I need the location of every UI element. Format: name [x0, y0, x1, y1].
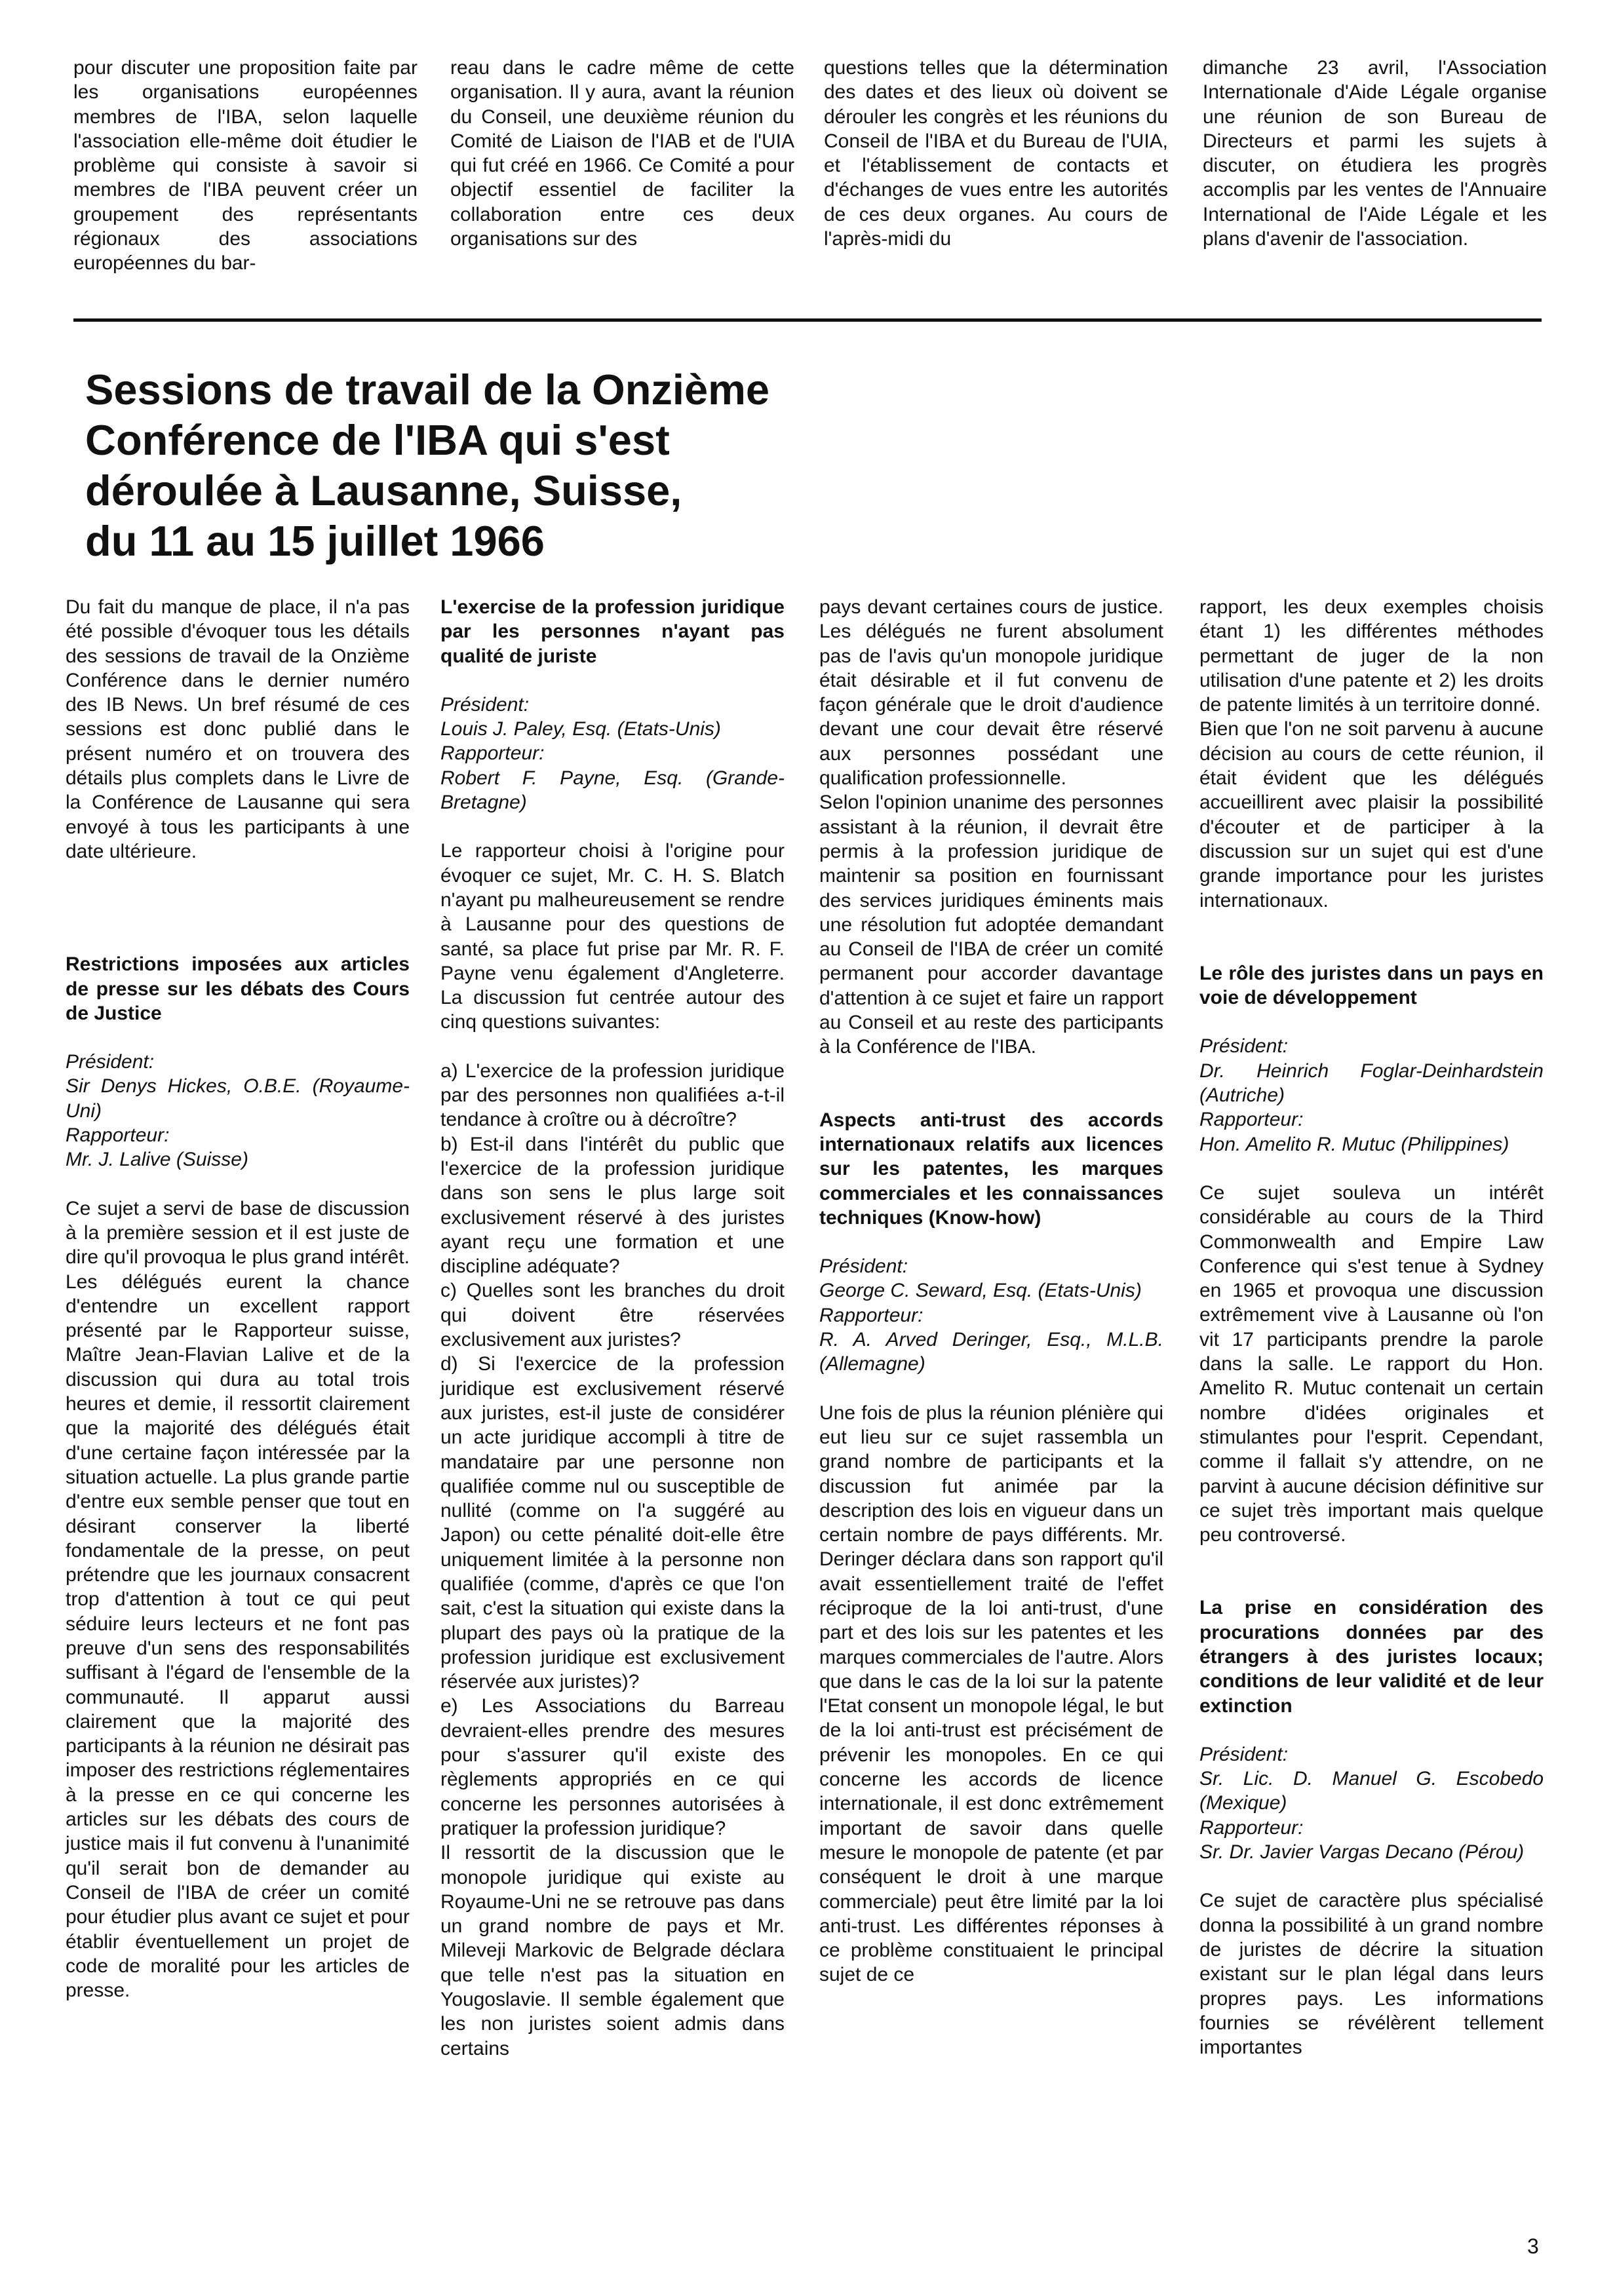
president-name: Sir Denys Hickes, O.B.E. (Royaume-Uni) — [66, 1075, 410, 1122]
paragraph: Ce sujet souleva un intérêt considérable au cours de la Third Commonwealth and Empire Law Conference qui s'est tenue à Sydney en 1965 et provoqua une discussion extrêmement vive à Lausanne où l'on vit 17 participants prendre la parole dans la salle. Le rapport du Hon. Amelito R. Mutuc contenait un certain nombre d'idées originales et stimulantes pour l'esprit. Cependant, comme il fallait s'y attendre, on ne parvint à aucune décision définitive sur ce sujet très important mais quelque peu controversé. — [1199, 1181, 1544, 1546]
rapporteur-name: R. A. Arved Deringer, Esq., M.L.B. (Allemagne) — [819, 1329, 1163, 1375]
body-column-4 — [1199, 595, 1544, 2059]
question-item: e) Les Associations du Barreau devraient-elles prendre des mesures pour s'assurer qu'il existe des règlements appropriés en ce qui concerne les personnes autorisées à pratiquer la profession juridique? — [440, 1695, 785, 1839]
title-line: du 11 au 15 juillet 1966 — [85, 517, 545, 565]
president-label: Président: — [1199, 1035, 1289, 1058]
rapporteur-label: Rapporteur: — [819, 1304, 924, 1326]
title-line: déroulée à Lausanne, Suisse, — [85, 467, 682, 514]
paragraph: rapport, les deux exemples choisis étant 1) les différentes méthodes permettant de juger de la non utilisation d'une patente et 2) les droits de patente limités à un territoire donné. — [1199, 596, 1544, 716]
article-title — [85, 364, 872, 566]
title-line: Conférence de l'IBA qui s'est — [85, 416, 670, 464]
paragraph: dimanche 23 avril, l'Association Internationale d'Aide Légale organise une réunion de son Bureau de Directeurs et parmi les sujets à discuter, on étudiera les progrès accomplis par les ventes de l'Annuaire International de l'Aide Légale et les plans d'avenir de l'association. — [1203, 57, 1547, 250]
paragraph: Ce sujet a servi de base de discussion à la première session et il est juste de dire qu'il provoqua le plus grand intérêt. Les délégués eurent la chance d'entendre un excellent rapport présenté par le Rapporteur suisse, Maître Jean-Flavian Lalive et de la discussion qui dura au total trois heures et demie, il ressortit clairement que la majorité des délégués était d'une certaine façon intéressée par la situation actuelle. La plus grande partie d'entre eux semble penser que tout en désirant conserver la liberté fondamentale de la presse, on peut prétendre que les journaux consacrent trop d'attention à tout ce qui peut séduire leurs lecteurs et ne font pas preuve d'un sens des responsabilités suffisant à l'égard de l'ensemble de la communauté. Il apparut aussi clairement que la majorité des participants à la réunion ne désirait pas imposer des restrictions réglementaires à la presse en ce qui concerne les articles sur les débats des cours de justice mais il fut convenu à l'unanimité qu'il serait bon de demander au Conseil de l'IBA de créer un comité pour étudier plus avant ce sujet et pour établir éventuellement un projet de code de moralité pour les articles de presse. — [66, 1197, 410, 2002]
question-item: b) Est-il dans l'intérêt du public que l'exercice de la profession juridique dans son sens le plus large soit exclusivement réservé à des juristes ayant reçu une formation et une discipline adéquate? — [440, 1133, 785, 1278]
question-item: d) Si l'exercice de la profession juridique est exclusivement réservé aux juristes, est-il juste de considérer un acte juridique accompli à titre de mandataire par une personne non qualifiée comme nul ou susceptible de nullité (comme on l'a suggéré au Japon) ou cette pénalité doit-elle être uniquement limitée à la personne non qualifiée (comme, d'après ce que l'on sait, c'est la situation qui existe dans la plupart des pays où la pratique de la profession juridique est exclusivement réservée aux juristes)? — [440, 1353, 785, 1693]
paragraph: Ce sujet de caractère plus spécialisé donna la possibilité à un grand nombre de juristes de décrire la situation existant sur le plan légal dans leurs propres pays. Les informations fournies se révélèrent tellement importantes — [1199, 1890, 1544, 2059]
president-label: Président: — [440, 693, 530, 716]
president-label: Président: — [1199, 1743, 1289, 1765]
president-label: Président: — [66, 1051, 155, 1073]
paragraph: Bien que l'on ne soit parvenu à aucune décision au cours de cette réunion, il était évident que les délégués accueillirent avec plaisir la possibilité d'écouter et de participer à la discussion sur un sujet qui est d'une grande importance pour les juristes internationaux. — [1199, 718, 1544, 911]
paragraph: pour discuter une proposition faite par les organisations européennes membres de l'IBA, selon laquelle l'association elle-même doit étudier le problème qui consiste à savoir si membres de l'IBA peuvent créer un groupement des représentants régionaux des associations européennes du bar- — [73, 57, 418, 275]
paragraph: reau dans le cadre même de cette organisation. Il y aura, avant la réunion du Conseil, une deuxième réunion du Comité de Liaison de l'IAB et de l'UIA qui fut créé en 1966. Ce Comité a pour objectif essentiel de faciliter la collaboration entre ces deux organisations sur des — [450, 57, 794, 250]
paragraph: questions telles que la détermination des dates et des lieux où doivent se dérouler les congrès et les réunions du Conseil de l'IBA et du Bureau de l'UIA, et l'établissement de contacts et d'échanges de vues entre les autorités de ces deux organes. Au cours de l'après-midi du — [824, 57, 1168, 250]
president-name: Dr. Heinrich Foglar-Deinhardstein (Autriche) — [1199, 1060, 1544, 1107]
paragraph: Une fois de plus la réunion plénière qui eut lieu sur ce sujet rassembla un grand nombre de participants et la discussion fut animée par la description des lois en vigueur dans un certain nombre de pays différents. Mr. Deringer déclara dans son rapport qu'il avait essentiellement traité de l'effet réciproque de la loi anti-trust, d'une part et des lois sur les patentes et les marques commerciales de l'autre. Alors que dans le cas de la loi sur la patente l'Etat consent un monopole légal, le but de la loi anti-trust est précisément de prévenir les monopoles. En ce qui concerne les accords de licence internationale, il est donc extrêmement important de savoir dans quelle mesure le monopole de patente (et par conséquent le droit à une marque commerciale) peut être limité par la loi anti-trust. Les différentes réponses à ce problème constituaient le principal sujet de ce — [819, 1402, 1163, 1986]
president-name: Sr. Lic. D. Manuel G. Escobedo (Mexique) — [1199, 1768, 1544, 1814]
top-column-3 — [824, 56, 1168, 251]
question-item: a) L'exercice de la profession juridique par des personnes non qualifiées a-t-il tendance à croître ou à décroître? — [440, 1060, 785, 1131]
section-heading: La prise en considération des procurations données par des étrangers à des juristes locaux; conditions de leur validité et de leur extinction — [1199, 1597, 1544, 1717]
top-column-4 — [1203, 56, 1547, 251]
page-number: 3 — [1527, 2234, 1539, 2258]
paragraph: Il ressortit de la discussion que le monopole juridique qui existe au Royaume-Uni ne se retrouve pas dans un grand nombre de pays et Mr. Mileveji Markovic de Belgrade déclara que telle n'est pas la situation en Yougoslavie. Il semble également que les non juristes soient admis dans certains — [440, 1842, 785, 2059]
president-name: Louis J. Paley, Esq. (Etats-Unis) — [440, 718, 721, 740]
body-column-3 — [819, 595, 1163, 1987]
president-label: Président: — [819, 1255, 908, 1278]
top-column-1 — [73, 56, 418, 276]
top-column-2 — [450, 56, 794, 251]
rapporteur-label: Rapporteur: — [440, 742, 545, 765]
section-heading: Aspects anti-trust des accords internationaux relatifs aux licences sur les patentes, les marques commerciales et les connaissances techniques (Know-how) — [819, 1109, 1163, 1229]
section-heading: Le rôle des juristes dans un pays en voie de développement — [1199, 962, 1544, 1009]
body-column-1 — [66, 595, 410, 2002]
title-line: Sessions de travail de la Onzième — [85, 366, 770, 413]
section-heading: Restrictions imposées aux articles de presse sur les débats des Cours de Justice — [66, 953, 410, 1024]
rapporteur-name: Mr. J. Lalive (Suisse) — [66, 1149, 248, 1171]
section-heading: L'exercise de la profession juridique par les personnes n'ayant pas qualité de juriste — [440, 596, 785, 667]
rapporteur-name: Hon. Amelito R. Mutuc (Philippines) — [1199, 1133, 1509, 1155]
rapporteur-label: Rapporteur: — [1199, 1816, 1304, 1839]
section-divider — [73, 318, 1542, 322]
intro-paragraph: Du fait du manque de place, il n'a pas été possible d'évoquer tous les détails des sessions de travail de la Onzième Conférence dans le dernier numéro des IB News. Un bref résumé de ces sessions est donc publié dans le présent numéro et on trouvera des détails plus complets dans le Livre de la Conférence de Lausanne qui sera envoyé à tous les participants à une date ultérieure. — [66, 596, 410, 862]
rapporteur-name: Sr. Dr. Javier Vargas Decano (Pérou) — [1199, 1841, 1525, 1864]
body-column-2 — [440, 595, 785, 2061]
question-item: c) Quelles sont les branches du droit qui doivent être réservées exclusivement aux juristes? — [440, 1280, 785, 1351]
rapporteur-name: Robert F. Payne, Esq. (Grande-Bretagne) — [440, 767, 785, 814]
rapporteur-label: Rapporteur: — [66, 1124, 170, 1147]
rapporteur-label: Rapporteur: — [1199, 1109, 1304, 1131]
paragraph: Selon l'opinion unanime des personnes assistant à la réunion, il devrait être permis à la profession juridique de maintenir sa position en fournissant des services juridiques éminents mais une résolution fut adoptée demandant au Conseil de l'IBA de créer un comité permanent pour accorder davantage d'attention à ce sujet et faire un rapport au Conseil et au reste des participants à la Conférence de l'IBA. — [819, 792, 1163, 1058]
paragraph: pays devant certaines cours de justice. Les délégués ne furent absolument pas de l'avis qu'un monopole juridique était désirable et il fut convenu de façon générale que le droit d'audience devant une cour devait être réservé aux personnes possédant une qualification professionnelle. — [819, 596, 1163, 790]
president-name: George C. Seward, Esq. (Etats-Unis) — [819, 1280, 1142, 1302]
paragraph: Le rapporteur choisi à l'origine pour évoquer ce sujet, Mr. C. H. S. Blatch n'ayant pu malheureusement se rendre à Lausanne pour des questions de santé, sa place fut prise par Mr. R. F. Payne venu également d'Angleterre. La discussion fut centrée autour des cinq questions suivantes: — [440, 840, 785, 1033]
